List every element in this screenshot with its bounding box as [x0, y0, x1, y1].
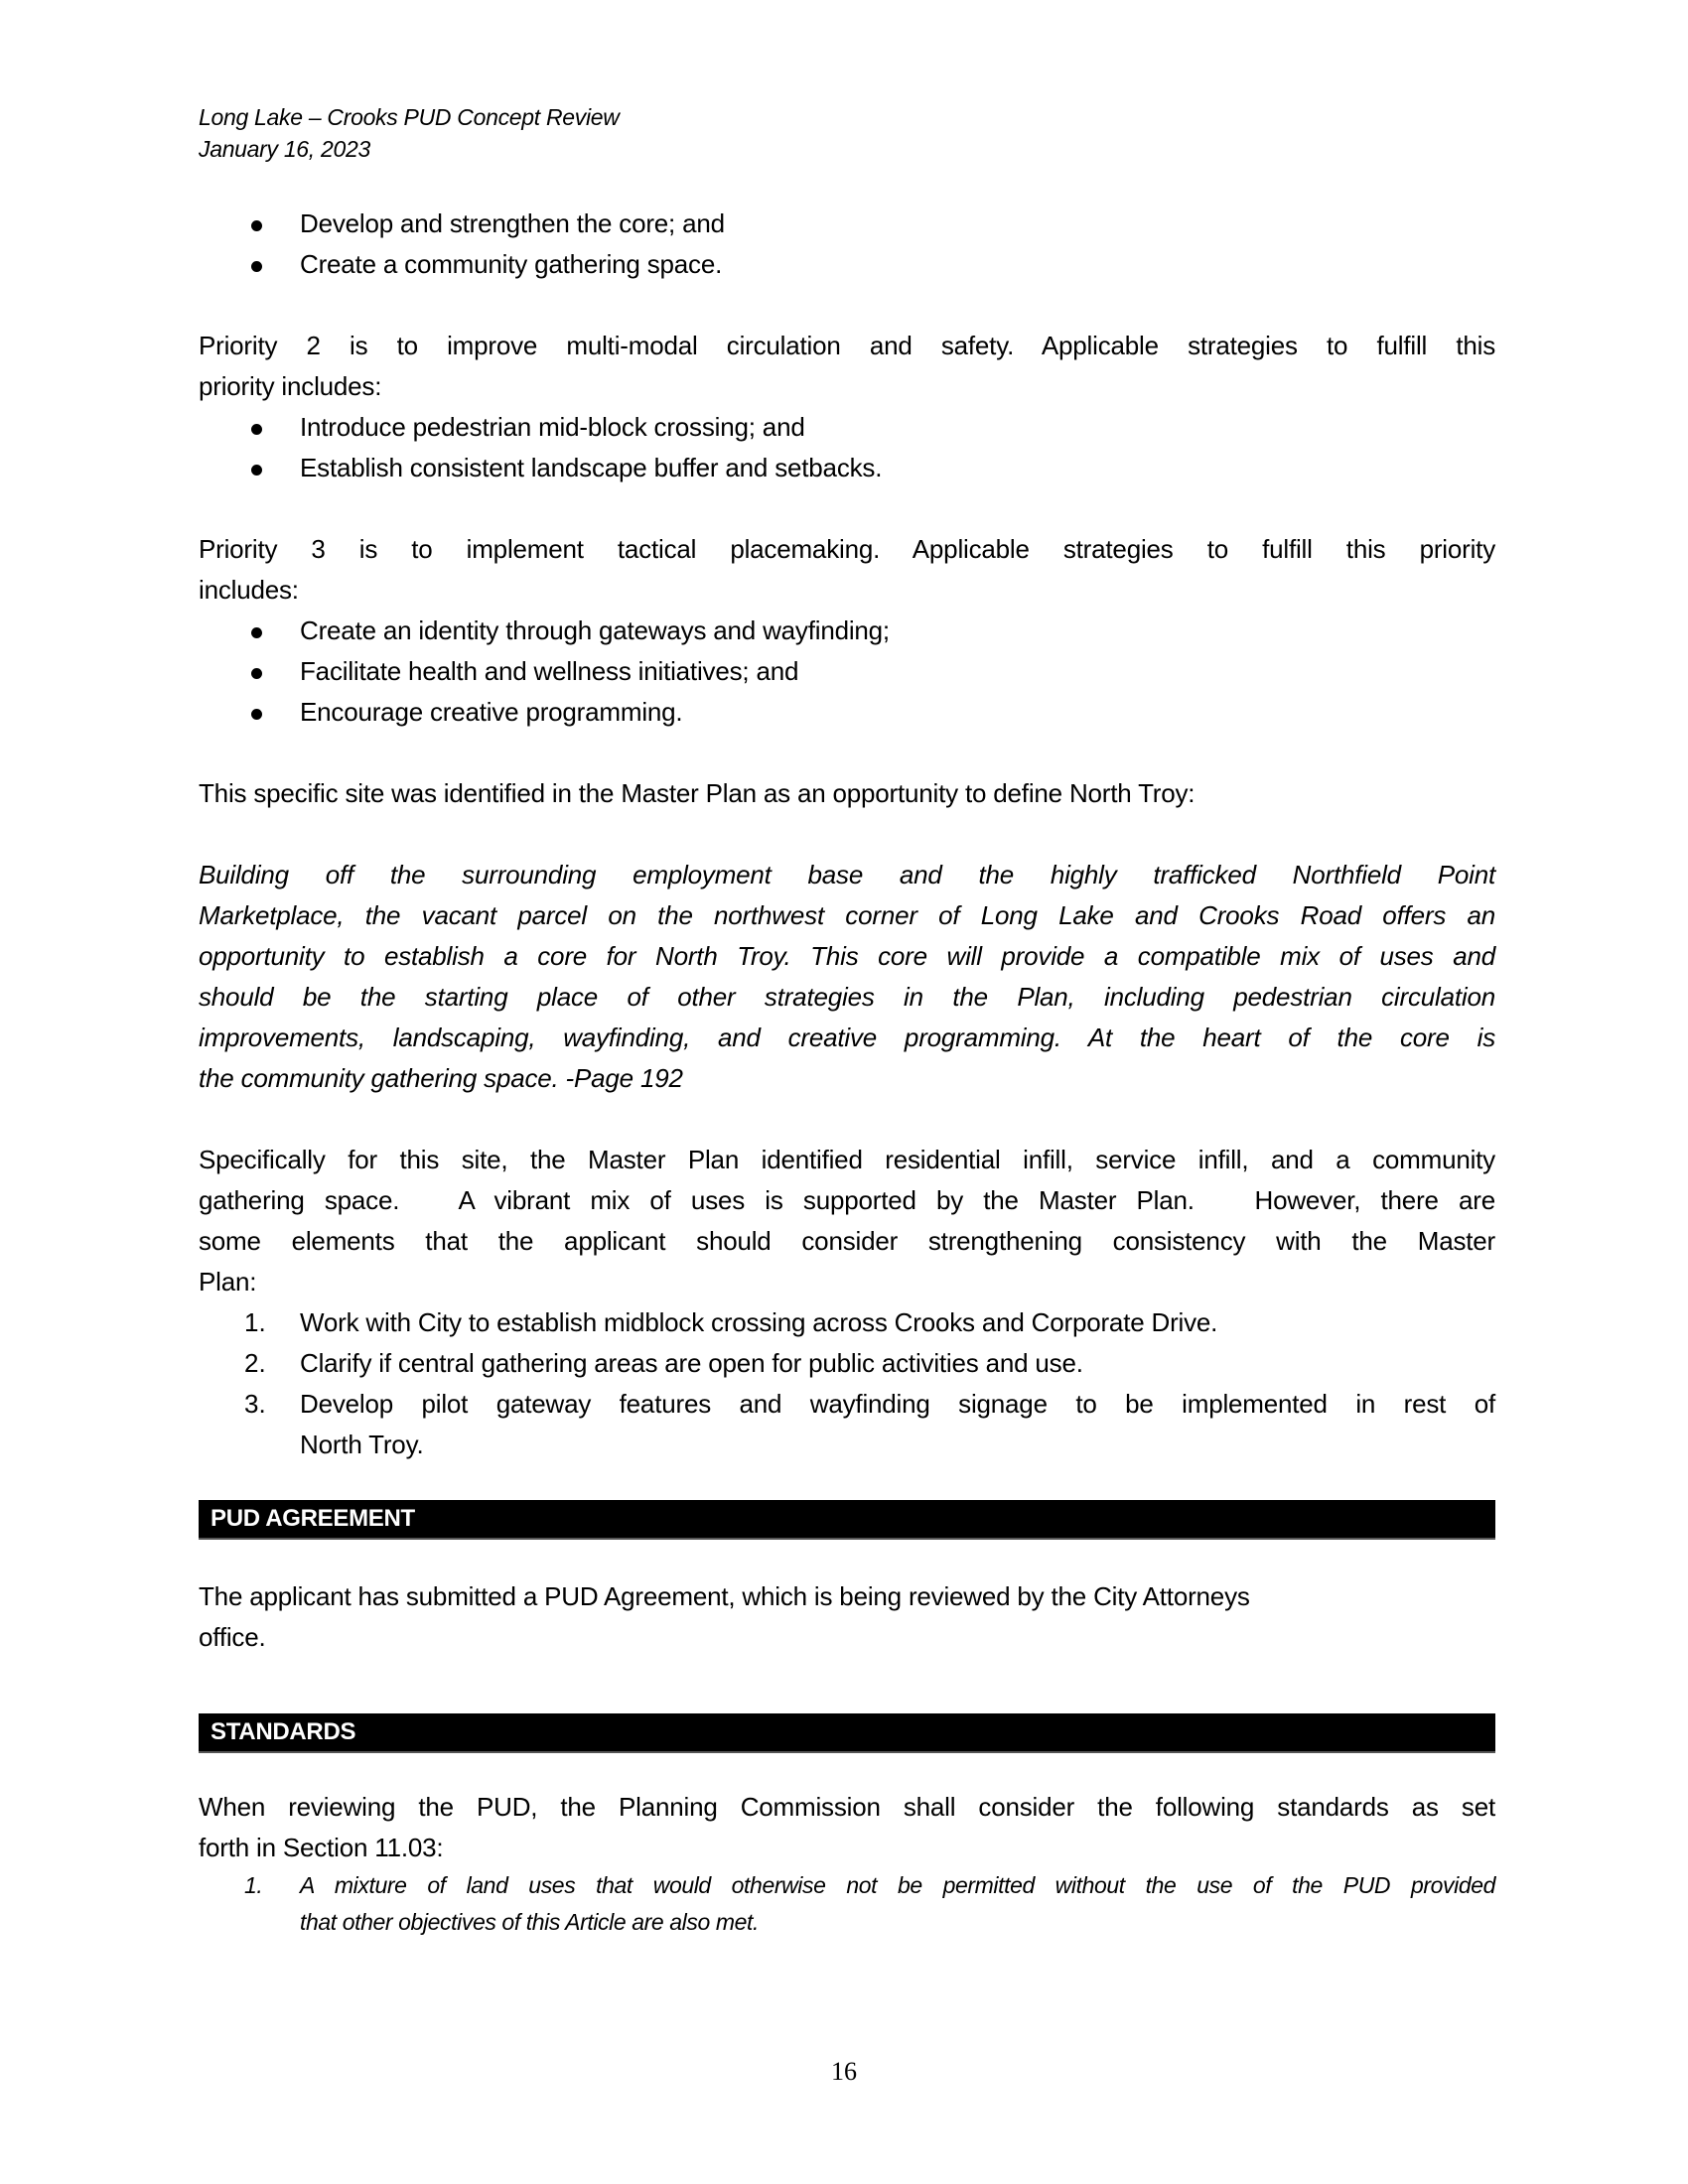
list-number: 1.	[244, 1307, 266, 1337]
list-number: 1.	[244, 1872, 263, 1898]
list-item: Develop pilot gateway features and wayfinding signage to be implemented in rest of	[300, 1389, 1495, 1419]
consistency-paragraph-line: gathering space. A vibrant mix of uses is supported by the Master Plan. However, there are	[199, 1185, 1495, 1215]
list-number: 3.	[244, 1389, 266, 1419]
bullet-icon	[248, 692, 264, 733]
list-item-continuation: that other objectives of this Article are also met.	[300, 1909, 759, 1935]
consistency-paragraph-line: some elements that the applicant should consider strengthening consistency with the Master	[199, 1226, 1495, 1256]
bullet-icon	[248, 448, 264, 488]
quote-line: should be the starting place of other strategies in the Plan, including pedestrian circulation	[199, 982, 1495, 1012]
priority3-paragraph-line: Priority 3 is to implement tactical placemaking. Applicable strategies to fulfill this priority	[199, 534, 1495, 564]
list-item: Create an identity through gateways and wayfinding;	[300, 615, 890, 645]
quote-line: the community gathering space. -Page 192	[199, 1063, 683, 1093]
list-item: Create a community gathering space.	[300, 249, 723, 279]
section-heading-label: PUD AGREEMENT	[211, 1505, 415, 1532]
priority2-paragraph-line: priority includes:	[199, 371, 382, 401]
bullet-icon	[248, 204, 264, 244]
bullet-icon	[248, 407, 264, 448]
consistency-paragraph-line: Plan:	[199, 1267, 257, 1297]
bullet-icon	[248, 651, 264, 692]
consistency-paragraph-line: Specifically for this site, the Master Plan identified residential infill, service infill, and a community	[199, 1145, 1495, 1174]
bullet-icon	[248, 244, 264, 285]
document-header-date: January 16, 2023	[199, 136, 370, 162]
pud-agreement-paragraph-line: The applicant has submitted a PUD Agreement, which is being reviewed by the City Attorneys	[199, 1581, 1250, 1611]
section-heading-label: STANDARDS	[211, 1718, 356, 1745]
list-item: Establish consistent landscape buffer and setbacks.	[300, 453, 883, 482]
list-item: Develop and strengthen the core; and	[300, 208, 725, 238]
quote-line: improvements, landscaping, wayfinding, and creative programming. At the heart of the core is	[199, 1023, 1495, 1052]
document-header-title: Long Lake – Crooks PUD Concept Review	[199, 104, 620, 130]
section-heading-pud-agreement	[199, 1500, 1495, 1540]
quote-line: Marketplace, the vacant parcel on the northwest corner of Long Lake and Crooks Road offers an	[199, 900, 1495, 930]
section-heading-standards	[199, 1713, 1495, 1753]
list-number: 2.	[244, 1348, 266, 1378]
list-item: Introduce pedestrian mid-block crossing; and	[300, 412, 805, 442]
page-number: 16	[831, 2057, 857, 2086]
quote-line: opportunity to establish a core for North Troy. This core will provide a compatible mix of uses and	[199, 941, 1495, 971]
priority2-paragraph-line: Priority 2 is to improve multi-modal circulation and safety. Applicable strategies to fulfill this	[199, 331, 1495, 360]
list-item-continuation: North Troy.	[300, 1430, 424, 1459]
bullet-icon	[248, 611, 264, 651]
list-item: Work with City to establish midblock crossing across Crooks and Corporate Drive.	[300, 1307, 1218, 1337]
priority3-paragraph-line: includes:	[199, 575, 299, 605]
list-item: Clarify if central gathering areas are open for public activities and use.	[300, 1348, 1083, 1378]
quote-line: Building off the surrounding employment base and the highly trafficked Northfield Point	[199, 860, 1495, 889]
standards-paragraph-line: forth in Section 11.03:	[199, 1833, 444, 1862]
list-item: Encourage creative programming.	[300, 697, 683, 727]
pud-agreement-paragraph-line: office.	[199, 1622, 266, 1652]
standards-paragraph-line: When reviewing the PUD, the Planning Commission shall consider the following standards as set	[199, 1792, 1495, 1822]
list-item: A mixture of land uses that would otherwise not be permitted without the use of the PUD provided	[300, 1872, 1495, 1898]
site-intro-paragraph: This specific site was identified in the Master Plan as an opportunity to define North Troy:	[199, 778, 1196, 808]
list-item: Facilitate health and wellness initiatives; and	[300, 656, 799, 686]
